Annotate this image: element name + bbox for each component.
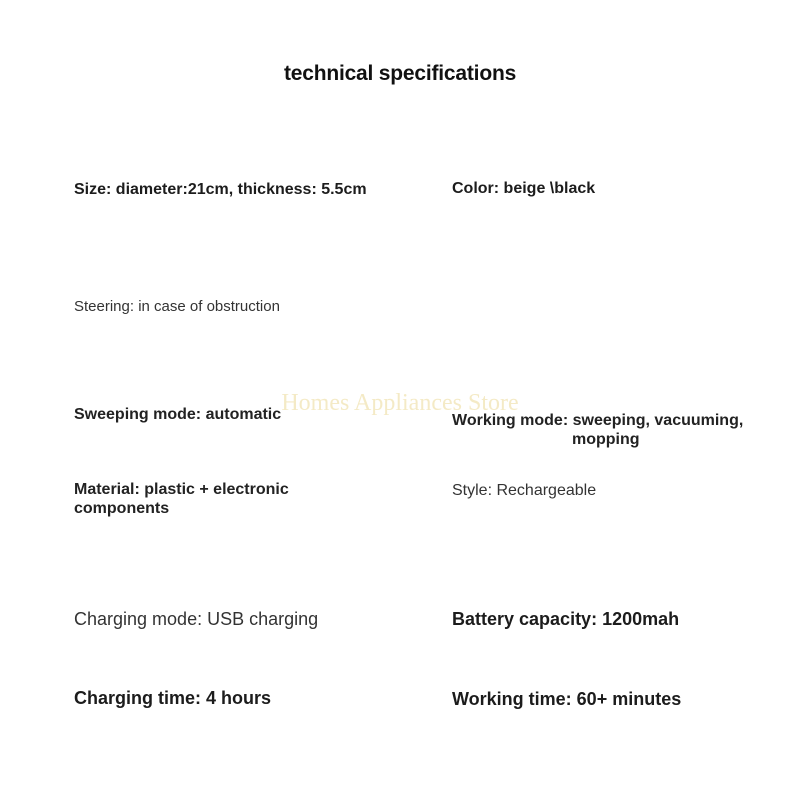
spec-working-mode-line2: mopping bbox=[572, 431, 640, 448]
page-title: technical specifications bbox=[283, 62, 517, 85]
spec-battery-capacity: Battery capacity: 1200mah bbox=[452, 609, 680, 629]
spec-sweeping-mode: Sweeping mode: automatic bbox=[74, 406, 282, 423]
spec-working-time: Working time: 60+ minutes bbox=[452, 689, 682, 709]
spec-style: Style: Rechargeable bbox=[452, 482, 597, 499]
store-watermark: Homes Appliances Store bbox=[281, 390, 519, 416]
spec-material bbox=[74, 480, 289, 518]
spec-charging-time: Charging time: 4 hours bbox=[74, 688, 272, 708]
spec-working-mode-line1: Working mode: sweeping, vacuuming, bbox=[452, 412, 744, 429]
spec-steering: Steering: in case of obstruction bbox=[74, 298, 280, 315]
spec-size: Size: diameter:21cm, thickness: 5.5cm bbox=[74, 181, 367, 198]
spec-charging-mode: Charging mode: USB charging bbox=[74, 609, 319, 629]
spec-material-line2: components bbox=[74, 500, 170, 517]
spec-color: Color: beige \black bbox=[452, 180, 596, 197]
spec-working-mode bbox=[452, 411, 743, 449]
spec-material-line1: Material: plastic + electronic bbox=[74, 481, 289, 498]
